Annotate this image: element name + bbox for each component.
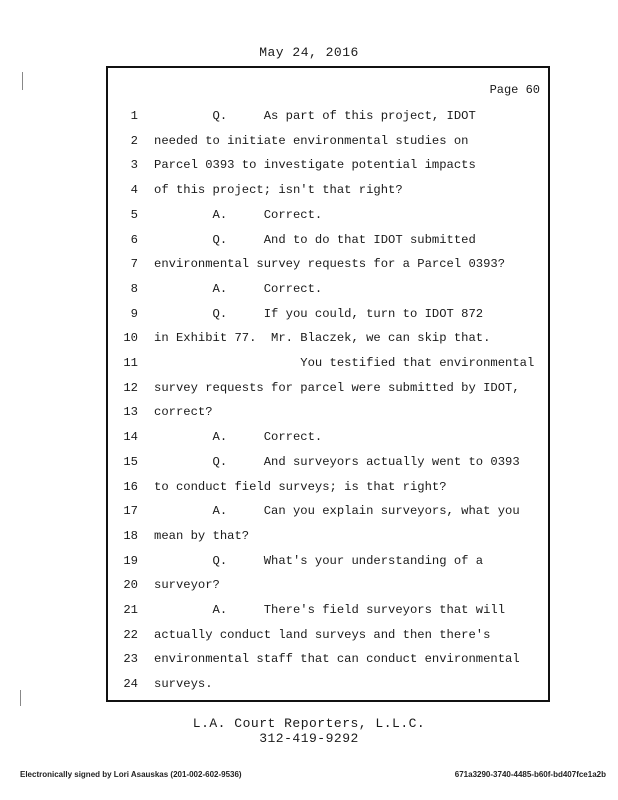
line-text: surveys. xyxy=(154,677,213,692)
line-text: to conduct field surveys; is that right? xyxy=(154,479,447,494)
line-text: mean by that? xyxy=(154,528,250,543)
line-number: 5 xyxy=(130,207,138,222)
electronic-signature-note: Electronically signed by Lori Asauskas (201-002-602-9536) xyxy=(20,770,242,779)
scan-mark xyxy=(22,72,23,90)
transcript-line xyxy=(108,452,548,477)
line-text: A. Correct. xyxy=(154,430,323,445)
transcript-line xyxy=(108,477,548,502)
page-number: Page 60 xyxy=(489,83,540,97)
line-number: 2 xyxy=(130,133,138,148)
transcript-line xyxy=(108,526,548,551)
transcript-line xyxy=(108,328,548,353)
transcript-line xyxy=(108,649,548,674)
line-text: needed to initiate environmental studies on xyxy=(154,133,469,148)
line-number: 3 xyxy=(130,158,138,173)
transcript-line xyxy=(108,501,548,526)
line-text: Q. As part of this project, IDOT xyxy=(154,109,476,123)
line-number: 14 xyxy=(123,430,138,445)
line-text: A. Correct. xyxy=(154,207,323,222)
line-number: 1 xyxy=(130,109,138,123)
footer-company: L.A. Court Reporters, L.L.C. xyxy=(192,716,426,731)
line-number: 7 xyxy=(130,257,138,272)
line-number: 6 xyxy=(130,232,138,247)
line-number: 24 xyxy=(123,677,138,692)
header-date: May 24, 2016 xyxy=(259,45,359,60)
transcript-line xyxy=(108,180,548,205)
line-text: A. Correct. xyxy=(154,281,323,296)
transcript-line xyxy=(108,575,548,600)
line-text: A. There's field surveyors that will xyxy=(154,603,506,617)
line-number: 17 xyxy=(123,504,138,519)
transcript-line xyxy=(108,378,548,403)
transcript-line xyxy=(108,674,548,699)
transcript-line xyxy=(108,600,548,625)
line-text: of this project; isn't that right? xyxy=(154,183,403,198)
line-number: 8 xyxy=(130,281,138,296)
line-text: surveyor? xyxy=(154,578,220,593)
transcript-line xyxy=(108,625,548,650)
line-text: actually conduct land surveys and then there's xyxy=(154,627,491,642)
transcript-line xyxy=(108,254,548,279)
transcript-line xyxy=(108,551,548,576)
line-text: survey requests for parcel were submitted by IDOT, xyxy=(154,380,520,395)
line-number: 13 xyxy=(123,405,138,420)
transcript-line xyxy=(108,131,548,156)
line-text: Q. And surveyors actually went to 0393 xyxy=(154,454,520,469)
line-number: 15 xyxy=(123,454,138,469)
scan-mark xyxy=(20,690,21,706)
line-text: in Exhibit 77. Mr. Blaczek, we can skip that. xyxy=(154,331,491,346)
line-number: 20 xyxy=(123,578,138,593)
line-text: You testified that environmental xyxy=(154,356,535,370)
transcript-line xyxy=(108,279,548,304)
document-id: 671a3290-3740-4485-b60f-bd407fce1a2b xyxy=(454,770,606,779)
transcript-line xyxy=(108,230,548,255)
line-text: A. Can you explain surveyors, what you xyxy=(154,504,520,519)
transcript-line xyxy=(108,353,548,378)
line-number: 11 xyxy=(123,356,138,370)
line-number: 23 xyxy=(123,652,138,667)
transcript-line xyxy=(108,205,548,230)
footer-phone: 312-419-9292 xyxy=(259,731,359,746)
line-number: 16 xyxy=(123,479,138,494)
line-number: 18 xyxy=(123,528,138,543)
line-text: environmental staff that can conduct environmental xyxy=(154,652,520,667)
transcript-line xyxy=(108,155,548,180)
transcript-line xyxy=(108,304,548,329)
line-number: 21 xyxy=(123,603,138,617)
transcript-line xyxy=(108,106,548,131)
line-text: correct? xyxy=(154,405,213,420)
line-number: 12 xyxy=(123,380,138,395)
transcript-line xyxy=(108,402,548,427)
line-number: 9 xyxy=(130,306,138,321)
line-number: 4 xyxy=(130,183,138,198)
line-text: Q. If you could, turn to IDOT 872 xyxy=(154,306,484,321)
line-text: Q. And to do that IDOT submitted xyxy=(154,232,476,247)
line-text: environmental survey requests for a Parcel 0393? xyxy=(154,257,506,272)
line-number: 19 xyxy=(123,553,138,568)
line-text: Parcel 0393 to investigate potential impacts xyxy=(154,158,476,173)
transcript-page xyxy=(106,66,550,702)
line-number: 10 xyxy=(123,331,138,346)
line-number: 22 xyxy=(123,627,138,642)
line-text: Q. What's your understanding of a xyxy=(154,553,484,568)
transcript-line xyxy=(108,427,548,452)
